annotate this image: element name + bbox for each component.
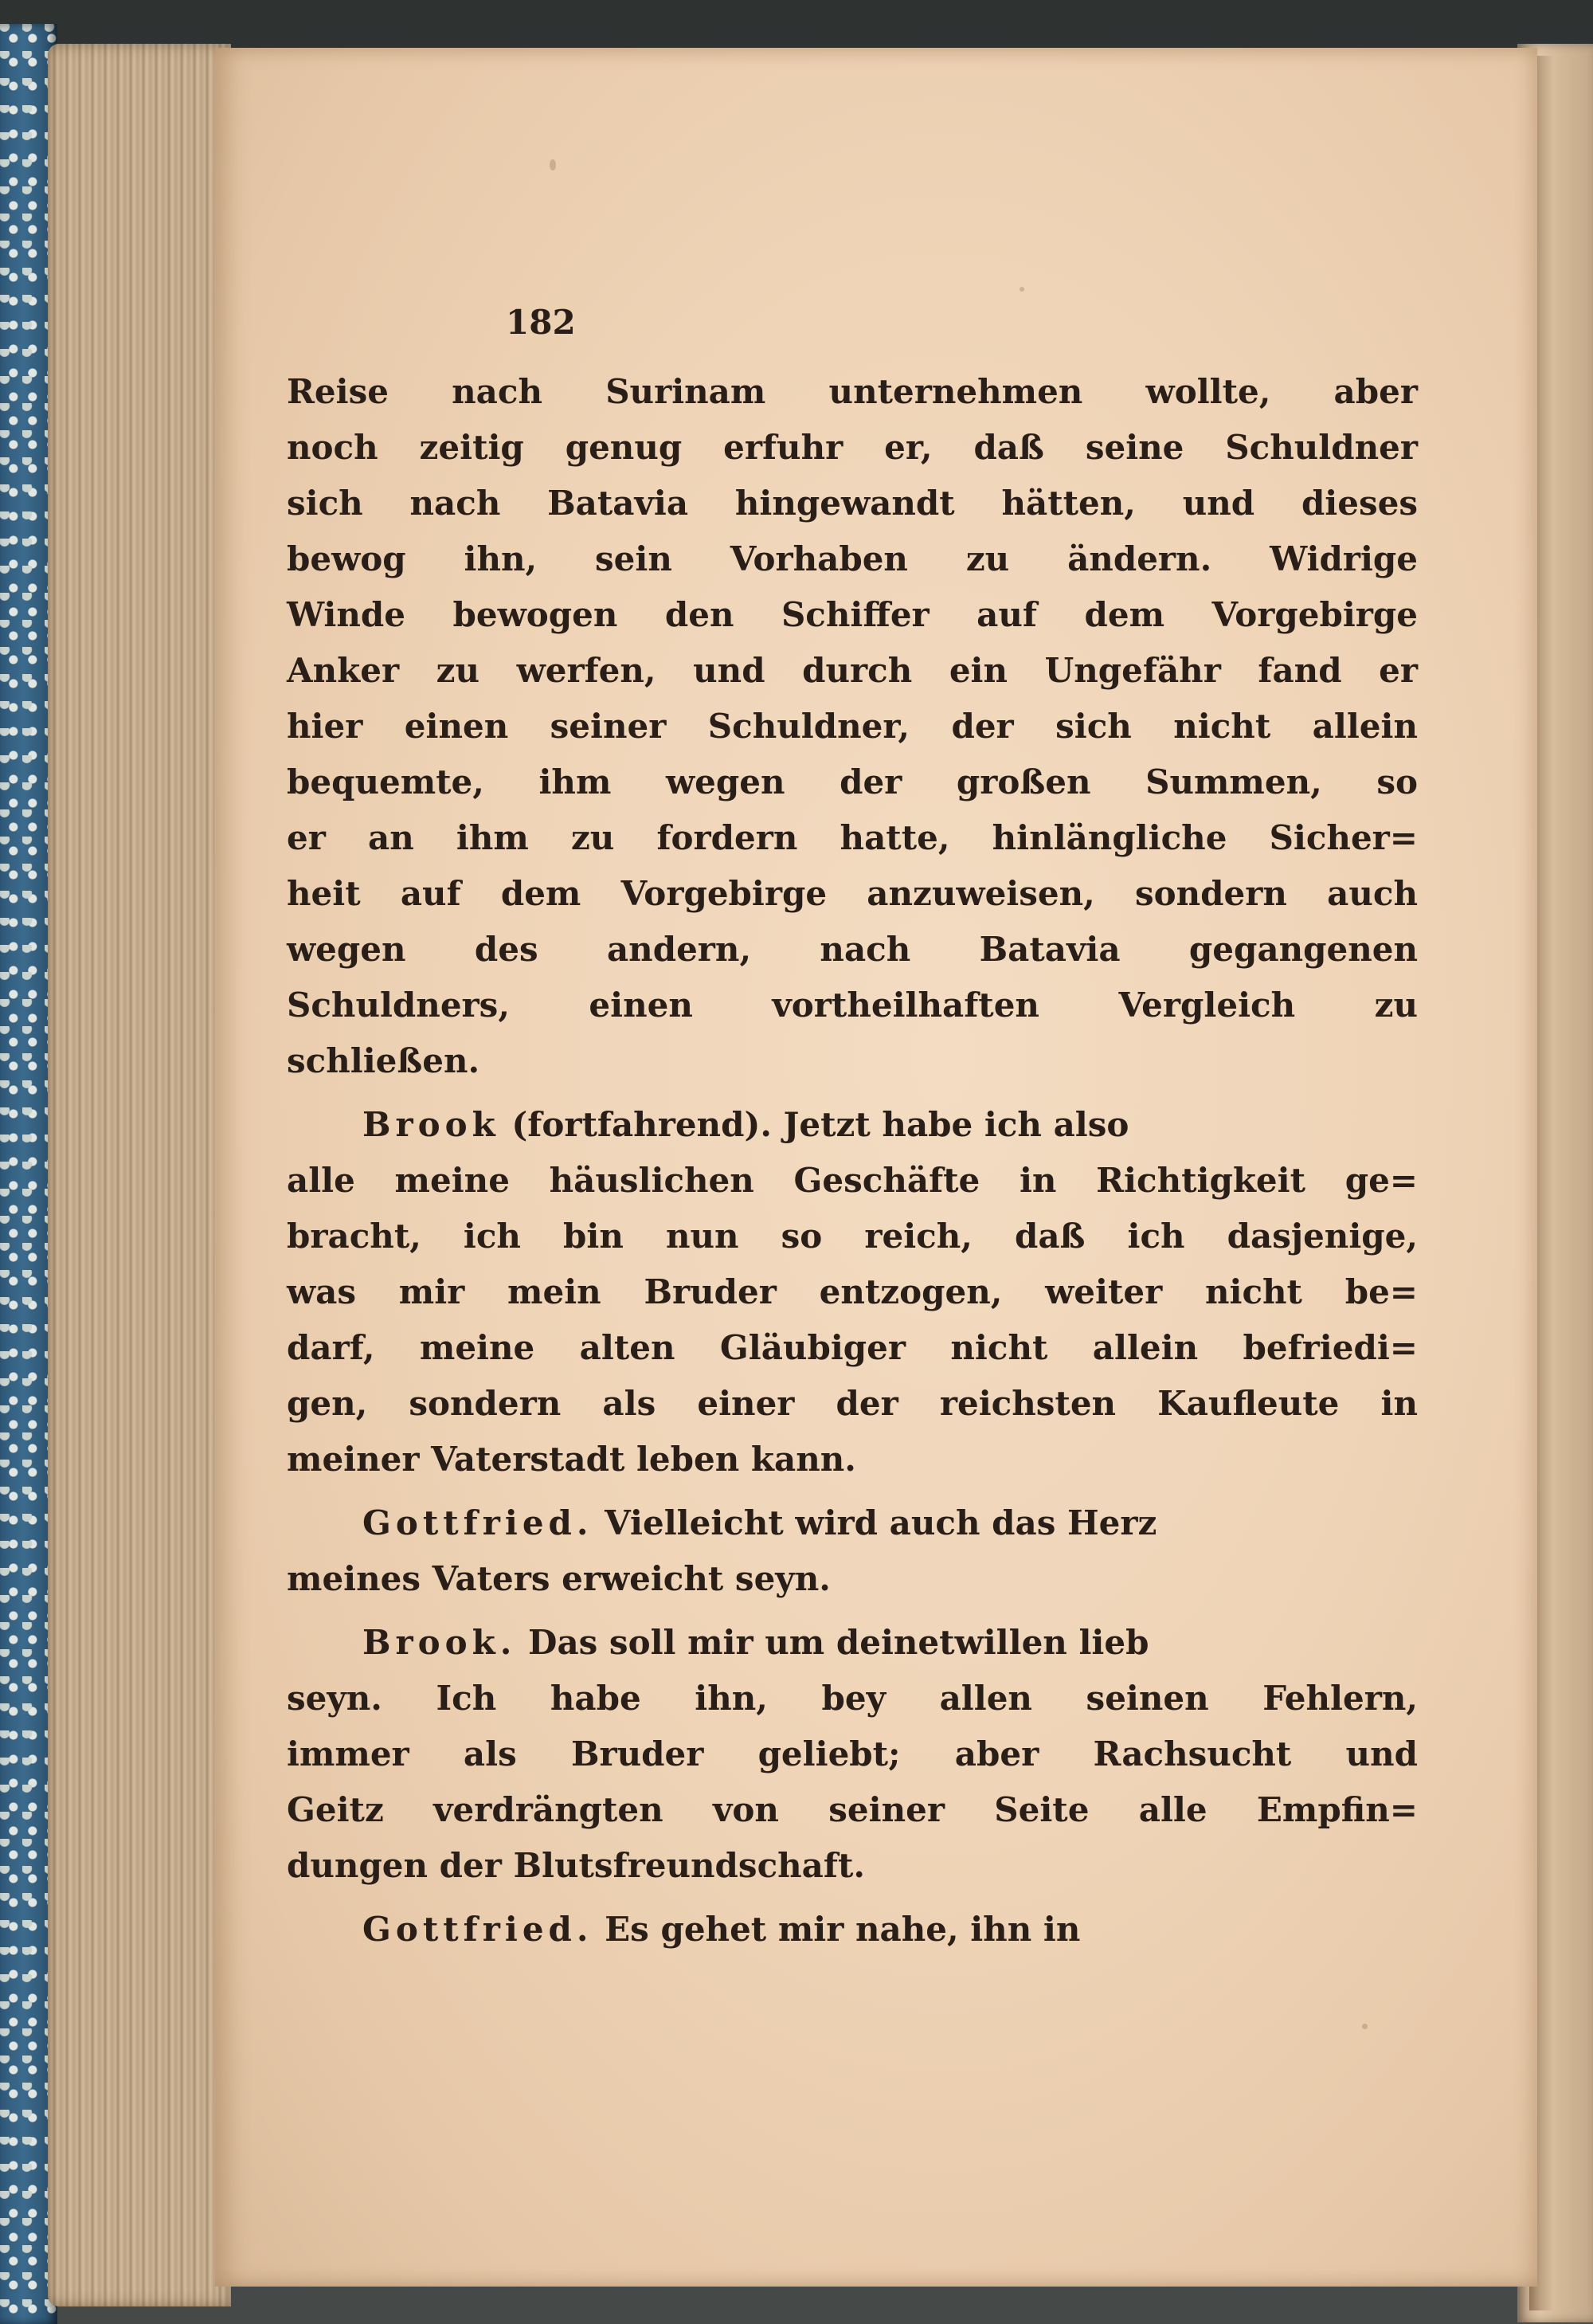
text-line: gen, sondern als einer der reichsten Kaufleute in bbox=[287, 1384, 1418, 1423]
text-line: immer als Bruder geliebt; aber Rachsucht und bbox=[287, 1734, 1418, 1773]
text-line: bequemte, ihm wegen der großen Summen, so bbox=[287, 762, 1418, 801]
text-line: Schuldners, einen vortheilhaften Vergleich zu bbox=[287, 986, 1418, 1025]
text-line: alle meine häuslichen Geschäfte in Richtigkeit ge= bbox=[287, 1161, 1418, 1200]
text-line: dungen der Blutsfreundschaft. bbox=[287, 1846, 865, 1885]
text-line: sich nach Batavia hingewandt hätten, und dieses bbox=[287, 484, 1418, 523]
paper-fleck bbox=[550, 159, 556, 170]
text-line: meines Vaters erweicht seyn. bbox=[287, 1559, 831, 1598]
speaker-name: Gottfried. bbox=[362, 1910, 593, 1949]
text-line: noch zeitig genug erfuhr er, daß seine Schuldner bbox=[287, 428, 1418, 467]
text-line: bewog ihn, sein Vorhaben zu ändern. Widrige bbox=[287, 539, 1418, 578]
speech-text: Vielleicht wird auch das Herz bbox=[605, 1503, 1157, 1542]
dialogue-line bbox=[287, 1101, 1418, 1149]
speaker-name: Brook. bbox=[362, 1623, 517, 1662]
dialogue-line bbox=[287, 1499, 1418, 1547]
text-line: darf, meine alten Gläubiger nicht allein befriedi= bbox=[287, 1328, 1418, 1367]
speaker-name: Gottfried. bbox=[362, 1503, 593, 1542]
text-line: er an ihm zu fordern hatte, hinlängliche Sicher= bbox=[287, 818, 1418, 857]
text-line: seyn. Ich habe ihn, bey allen seinen Fehlern, bbox=[287, 1679, 1418, 1718]
dialogue-line bbox=[287, 1906, 1418, 1954]
text-line: Winde bewogen den Schiffer auf dem Vorgebirge bbox=[287, 595, 1418, 634]
speech-text: (fortfahrend). Jetzt habe ich also bbox=[511, 1105, 1129, 1144]
speaker-name: Brook bbox=[362, 1105, 500, 1144]
text-line: was mir mein Bruder entzogen, weiter nicht be= bbox=[287, 1272, 1418, 1311]
text-line: Anker zu werfen, und durch ein Ungefähr fand er bbox=[287, 651, 1418, 690]
text-line: heit auf dem Vorgebirge anzuweisen, sondern auch bbox=[287, 874, 1418, 913]
speech-text: Das soll mir um deinetwillen lieb bbox=[528, 1623, 1149, 1662]
text-line: wegen des andern, nach Batavia gegangenen bbox=[287, 930, 1418, 969]
text-line: bracht, ich bin nun so reich, daß ich dasjenige, bbox=[287, 1217, 1418, 1256]
text-line: hier einen seiner Schuldner, der sich nicht allein bbox=[287, 707, 1418, 746]
text-line: schließen. bbox=[287, 1041, 480, 1080]
page-number: 182 bbox=[506, 303, 576, 342]
dialogue-line bbox=[287, 1619, 1418, 1667]
paper-fleck bbox=[1020, 287, 1024, 292]
page-stack-edge bbox=[48, 44, 231, 2306]
text-line: meiner Vaterstadt leben kann. bbox=[287, 1440, 856, 1479]
text-line: Geitz verdrängten von seiner Seite alle Empfin= bbox=[287, 1790, 1418, 1829]
paper-fleck bbox=[1362, 2024, 1368, 2029]
speech-text: Es gehet mir nahe, ihn in bbox=[605, 1910, 1081, 1949]
text-line: Reise nach Surinam unternehmen wollte, aber bbox=[287, 372, 1418, 411]
